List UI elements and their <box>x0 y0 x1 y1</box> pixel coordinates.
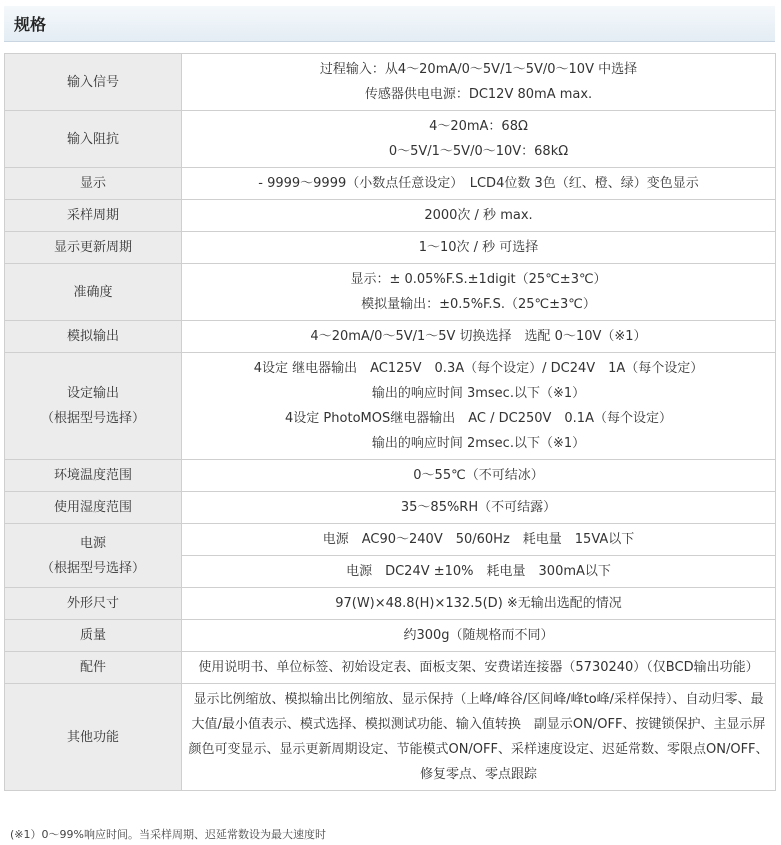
spec-label-line: 模拟输出 <box>66 329 119 344</box>
spec-label <box>5 684 182 791</box>
spec-value <box>182 524 776 556</box>
table-row <box>5 620 776 652</box>
spec-label <box>5 200 182 232</box>
spec-label <box>5 620 182 652</box>
table-row <box>5 460 776 492</box>
spec-value-line: - 9999～9999（小数点任意设定） LCD4位数 3色（红、橙、绿）变色显示 <box>258 176 699 191</box>
spec-value <box>182 556 776 588</box>
table-row <box>5 492 776 524</box>
spec-label <box>5 54 182 111</box>
table-row <box>5 54 776 111</box>
spec-label-line: （根据型号选择） <box>40 560 145 576</box>
spec-label-line: 显示更新周期 <box>53 240 132 255</box>
spec-label <box>5 353 182 460</box>
spec-label <box>5 168 182 200</box>
table-row <box>5 111 776 168</box>
spec-value-line: 使用说明书、单位标签、初始设定表、面板支架、安费诺连接器（5730240）（仅BCD输出功能） <box>198 660 759 675</box>
section-title: 规格 <box>14 15 47 34</box>
spec-value-line: 0～5V/1～5V/0～10V：68kΩ <box>388 144 569 159</box>
spec-value-line: 4～20mA/0～5V/1～5V 切换选择 选配 0～10V（※1） <box>310 329 647 344</box>
spec-value <box>182 492 776 524</box>
spec-value-line: 模拟量输出：±0.5%F.S.（25℃±3℃） <box>361 297 596 312</box>
table-row <box>5 524 776 556</box>
spec-value-line: 输出的响应时间 3msec.以下（※1） <box>371 386 586 401</box>
spec-value-line: 传感器供电电源：DC12V 80mA max. <box>364 87 593 102</box>
spec-value <box>182 111 776 168</box>
spec-label-line: 显示 <box>79 176 106 191</box>
table-row <box>5 652 776 684</box>
spec-value-line: 显示：± 0.05%F.S.±1digit（25℃±3℃） <box>350 272 607 287</box>
spec-label <box>5 524 182 588</box>
spec-value <box>182 460 776 492</box>
spec-label-line: 输入信号 <box>66 74 119 90</box>
table-row <box>5 321 776 353</box>
spec-label-line: 质量 <box>79 628 106 643</box>
spec-label-line: 电源 <box>79 535 106 551</box>
spec-label-line: 使用湿度范围 <box>53 500 132 515</box>
spec-value-line: 约300g（随规格而不同） <box>403 628 554 643</box>
spec-value <box>182 321 776 353</box>
spec-value <box>182 264 776 321</box>
spec-label <box>5 588 182 620</box>
table-row <box>5 200 776 232</box>
spec-label-line: 外形尺寸 <box>66 596 119 611</box>
spec-value-line: 2000次 / 秒 max. <box>424 208 533 223</box>
spec-value-line: 1～10次 / 秒 可选择 <box>418 240 539 255</box>
spec-label-line: 输入阻抗 <box>66 131 119 147</box>
spec-label-line: 设定输出 <box>66 386 119 401</box>
spec-label <box>5 492 182 524</box>
spec-label <box>5 321 182 353</box>
spec-value-line: 4～20mA：68Ω <box>429 119 528 134</box>
spec-label-line: 采样周期 <box>66 208 119 223</box>
spec-label <box>5 652 182 684</box>
spec-value <box>182 684 776 791</box>
spec-value-line: 输出的响应时间 2msec.以下（※1） <box>371 436 586 451</box>
table-row <box>5 232 776 264</box>
spec-value <box>182 232 776 264</box>
spec-value-line: 显示比例缩放、模拟输出比例缩放、显示保持（上峰/峰谷/区间峰/峰to峰/采样保持）、自动归零、最大值/最小值表示、模式选择、模拟测试功能、输入值转换 副显示ON/OFF、按键锁保护、主显示屏颜色可变显示、显示更新周期设定、节能模式ON/OFF、采样速度设定、迟延常数、零限点ON/OFF、修复零点、零点跟踪 <box>188 692 769 782</box>
spec-value-line: 4设定 PhotoMOS继电器输出 AC / DC250V 0.1A（每个设定） <box>285 411 672 426</box>
spec-label-line: 环境温度范围 <box>53 468 132 483</box>
spec-value <box>182 620 776 652</box>
table-row <box>5 353 776 460</box>
spec-value-line: 35～85%RH（不可结露） <box>400 500 557 515</box>
spec-value-line: 电源 DC24V ±10% 耗电量 300mA以下 <box>346 564 611 579</box>
section-header <box>4 6 775 42</box>
spec-table <box>4 53 776 791</box>
table-row <box>5 168 776 200</box>
spec-label <box>5 264 182 321</box>
spec-value-line: 97(W)×48.8(H)×132.5(D) ※无输出选配的情况 <box>335 596 622 611</box>
spec-label-line: 准确度 <box>73 284 113 300</box>
spec-value-line: 4设定 继电器输出 AC125V 0.3A（每个设定）/ DC24V 1A（每个设定） <box>253 361 704 376</box>
spec-label-line: （根据型号选择） <box>40 411 145 426</box>
spec-value-line: 电源 AC90～240V 50/60Hz 耗电量 15VA以下 <box>322 532 635 547</box>
spec-value <box>182 588 776 620</box>
spec-value-line: 过程输入：从4～20mA/0～5V/1～5V/0～10V 中选择 <box>319 62 638 77</box>
footnote: (※1）0～99%响应时间。当采样周期、迟延常数设为最大速度时 <box>10 828 326 841</box>
spec-label <box>5 460 182 492</box>
table-row <box>5 684 776 791</box>
spec-value <box>182 168 776 200</box>
spec-label <box>5 232 182 264</box>
spec-value-line: 0～55℃（不可结冰） <box>413 468 544 483</box>
table-row <box>5 588 776 620</box>
spec-label-line: 其他功能 <box>66 729 119 745</box>
table-row <box>5 264 776 321</box>
spec-label <box>5 111 182 168</box>
spec-value <box>182 200 776 232</box>
spec-value <box>182 652 776 684</box>
spec-label-line: 配件 <box>79 660 106 675</box>
spec-value <box>182 353 776 460</box>
spec-value <box>182 54 776 111</box>
